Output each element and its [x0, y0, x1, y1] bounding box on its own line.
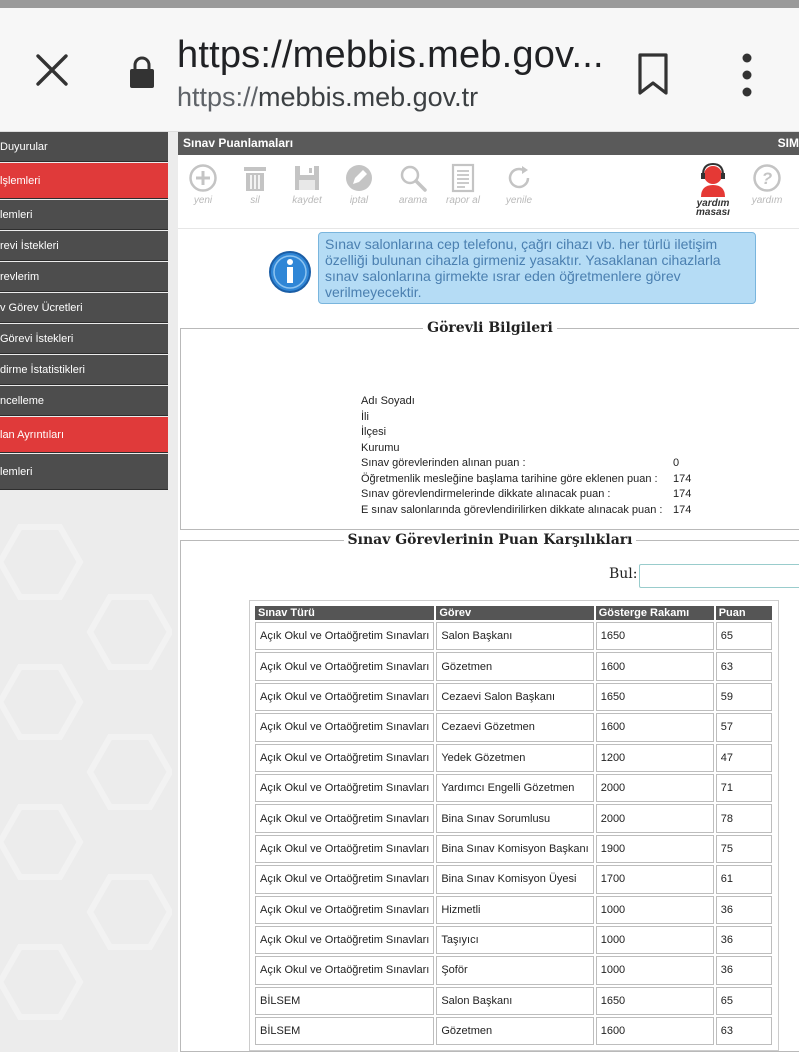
info-label: Kurumu — [361, 441, 400, 454]
cell-gosterge-rakami: 1000 — [596, 896, 714, 924]
sidebar-item-gorev-ucretleri[interactable] — [0, 293, 168, 323]
cell-puan: 71 — [716, 774, 772, 802]
browser-toolbar — [0, 8, 799, 132]
table-row[interactable] — [255, 865, 772, 893]
table-row[interactable] — [255, 744, 772, 772]
table-row[interactable] — [255, 683, 772, 711]
search-button[interactable] — [390, 163, 436, 206]
table-row[interactable] — [255, 622, 772, 650]
puan-karsiliklari-legend: Sınav Görevlerinin Puan Karşılıkları — [347, 532, 633, 548]
trash-icon — [240, 163, 270, 193]
sidebar-item-label: lşlemleri — [0, 175, 41, 187]
cell-puan: 65 — [716, 987, 772, 1015]
url-subtitle[interactable] — [177, 82, 478, 113]
new-label: yeni — [193, 195, 213, 206]
cell-gorev: Salon Başkanı — [436, 987, 593, 1015]
notice — [268, 232, 758, 312]
cancel-label: iptal — [349, 195, 369, 206]
info-row-ilcesi — [361, 425, 662, 441]
background-pattern — [0, 497, 172, 1052]
cell-gorev: Salon Başkanı — [436, 622, 593, 650]
table-row[interactable] — [255, 774, 772, 802]
search-label: arama — [398, 195, 428, 206]
pencil-icon — [344, 163, 374, 193]
url-scheme: https:// — [177, 82, 259, 112]
sidebar-item-puan-ayrintilari[interactable] — [0, 417, 168, 453]
cell-sinav-turu: Açık Okul ve Ortaöğretim Sınavları — [255, 744, 434, 772]
cell-gorev: Yedek Gözetmen — [436, 744, 593, 772]
cell-puan: 65 — [716, 622, 772, 650]
new-button[interactable] — [180, 163, 226, 206]
info-row-ili — [361, 410, 662, 426]
main-content — [178, 132, 799, 1052]
page-title-bar — [178, 132, 799, 155]
cell-puan: 78 — [716, 804, 772, 832]
refresh-button[interactable] — [496, 163, 542, 206]
cell-sinav-turu: Açık Okul ve Ortaöğretim Sınavları — [255, 713, 434, 741]
info-label: İlçesi — [361, 426, 387, 438]
info-label: E sınav salonlarında görevlendirilirken dikkate alınacak puan : — [361, 503, 663, 516]
column-header-puan[interactable]: Puan — [716, 606, 772, 620]
helpdesk-label: yardım masası — [696, 198, 730, 218]
save-label: kaydet — [292, 195, 322, 206]
cell-gorev: Gözetmen — [436, 652, 593, 680]
info-label: Adı Soyadı — [361, 395, 415, 407]
cell-gorev: Taşıyıcı — [436, 926, 593, 954]
cell-gosterge-rakami: 1650 — [596, 987, 714, 1015]
table-row[interactable] — [255, 835, 772, 863]
save-button[interactable] — [284, 163, 330, 206]
cell-gorev: Bina Sınav Komisyon Üyesi — [436, 865, 593, 893]
sidebar-item-islemleri[interactable] — [0, 163, 168, 199]
delete-label: sil — [250, 195, 260, 206]
sidebar-item-gorevi-istekleri[interactable] — [0, 324, 168, 354]
report-label: rapor al — [446, 195, 480, 206]
gorevli-bilgileri-panel — [180, 320, 799, 530]
cell-sinav-turu: Açık Okul ve Ortaöğretim Sınavları — [255, 652, 434, 680]
sidebar-item-islemleri-2[interactable] — [0, 200, 168, 230]
search-label: Bul: — [609, 566, 638, 582]
helpdesk-icon — [695, 163, 731, 197]
cell-gosterge-rakami: 1600 — [596, 652, 714, 680]
gorevli-bilgileri-legend: Görevli Bilgileri — [427, 320, 553, 336]
cancel-button[interactable] — [336, 163, 382, 206]
cell-gorev: Bina Sınav Komisyon Başkanı — [436, 835, 593, 863]
puan-karsiliklari-panel — [180, 532, 799, 1052]
info-row-alinan-puan — [361, 456, 680, 472]
report-icon — [448, 163, 478, 193]
cell-puan: 61 — [716, 865, 772, 893]
toolbar — [178, 155, 799, 229]
sidebar-item-istatistikler[interactable] — [0, 355, 168, 385]
search-input[interactable] — [639, 564, 799, 588]
cell-gorev: Cezaevi Gözetmen — [436, 713, 593, 741]
puan-table-body — [255, 622, 772, 1045]
page-title-right: SIM — [777, 136, 799, 150]
cell-gorev: Yardımcı Engelli Gözetmen — [436, 774, 593, 802]
helpdesk-button[interactable] — [690, 163, 736, 217]
delete-button[interactable] — [232, 163, 278, 206]
bookmark-icon[interactable] — [636, 52, 670, 96]
report-button[interactable] — [440, 163, 486, 206]
refresh-label: yenile — [505, 195, 533, 206]
sidebar-item-islemleri-3[interactable] — [0, 454, 168, 490]
column-header-gorev[interactable]: Görev — [436, 606, 593, 620]
url-title[interactable]: https://mebbis.meb.gov... — [177, 34, 604, 76]
cell-gorev: Cezaevi Salon Başkanı — [436, 683, 593, 711]
floppy-icon — [292, 163, 322, 193]
cell-sinav-turu: Açık Okul ve Ortaöğretim Sınavları — [255, 804, 434, 832]
lock-icon[interactable] — [128, 55, 156, 89]
info-label: Sınav görevlerinden alınan puan : — [361, 457, 526, 469]
info-icon — [268, 250, 312, 294]
sidebar-item-label: Duyurular — [0, 141, 48, 153]
table-row[interactable] — [255, 713, 772, 741]
cell-gosterge-rakami: 1000 — [596, 956, 714, 984]
info-label: İli — [361, 410, 369, 423]
notice-text: Sınav salonlarına cep telefonu, çağrı cihazı vb. her türlü iletişim özelliği bulunan cihazla girmeniz yasaktır. Yasaklanan cihazlarla sınav salonlarına girmekte ısrar eden öğretmenlere görev verilmeyecektir. — [318, 232, 756, 304]
info-label: Sınav görevlendirmelerinde dikkate alınacak puan : — [361, 488, 611, 500]
cell-gorev: Bina Sınav Sorumlusu — [436, 804, 593, 832]
page-area — [0, 132, 799, 1052]
info-row-eklenen-puan — [361, 472, 692, 488]
puan-table-wrap — [249, 600, 779, 1051]
column-header-sinav-turu[interactable]: Sınav Türü — [255, 606, 434, 620]
info-row-kurumu — [361, 441, 662, 457]
cell-gosterge-rakami: 2000 — [596, 804, 714, 832]
cell-sinav-turu: BİLSEM — [255, 1017, 434, 1045]
table-row[interactable] — [255, 652, 772, 680]
cell-gorev: Gözetmen — [436, 1017, 593, 1045]
svg-text:?: ? — [761, 169, 773, 188]
sidebar-item-gorev-istekleri[interactable] — [0, 231, 168, 261]
cell-sinav-turu: Açık Okul ve Ortaöğretim Sınavları — [255, 926, 434, 954]
sidebar-item-label: revi İstekleri — [0, 240, 59, 252]
sidebar-item-label: ncelleme — [0, 395, 45, 407]
column-header-gosterge-rakami[interactable]: Gösterge Rakamı — [596, 606, 714, 620]
table-row[interactable] — [255, 804, 772, 832]
cell-puan: 36 — [716, 926, 772, 954]
info-value: 0 — [673, 457, 680, 469]
cell-sinav-turu: Açık Okul ve Ortaöğretim Sınavları — [255, 774, 434, 802]
sidebar-item-label: revlerim — [0, 271, 40, 283]
cell-puan: 36 — [716, 956, 772, 984]
puan-table — [253, 604, 774, 1047]
gorevli-info-list — [361, 394, 692, 518]
sidebar-item-label: dirme İstatistikleri — [0, 364, 85, 376]
cell-gosterge-rakami: 1200 — [596, 744, 714, 772]
cell-gosterge-rakami: 2000 — [596, 774, 714, 802]
sidebar-item-label: lemleri — [0, 209, 33, 221]
cell-gosterge-rakami: 1700 — [596, 865, 714, 893]
sidebar-item-label: v Görev Ücretleri — [0, 302, 83, 314]
sidebar-item-label: lemleri — [0, 466, 33, 478]
cell-sinav-turu: Açık Okul ve Ortaöğretim Sınavları — [255, 622, 434, 650]
cell-puan: 57 — [716, 713, 772, 741]
table-header-row — [255, 606, 772, 620]
info-row-esinav-puan — [361, 503, 692, 519]
table-row[interactable] — [255, 1017, 772, 1045]
table-row[interactable] — [255, 956, 772, 984]
cell-puan: 47 — [716, 744, 772, 772]
sidebar-item-duyurular[interactable] — [0, 132, 168, 162]
cell-gosterge-rakami: 1600 — [596, 1017, 714, 1045]
cell-gorev: Şoför — [436, 956, 593, 984]
plus-circle-icon — [188, 163, 218, 193]
cell-sinav-turu: Açık Okul ve Ortaöğretim Sınavları — [255, 683, 434, 711]
table-row[interactable] — [255, 896, 772, 924]
refresh-icon — [504, 163, 534, 193]
cell-puan: 36 — [716, 896, 772, 924]
cell-puan: 63 — [716, 652, 772, 680]
cell-puan: 59 — [716, 683, 772, 711]
cell-gosterge-rakami: 1600 — [596, 713, 714, 741]
sidebar-item-label: lan Ayrıntıları — [0, 429, 64, 441]
cell-sinav-turu: Açık Okul ve Ortaöğretim Sınavları — [255, 956, 434, 984]
cell-puan: 63 — [716, 1017, 772, 1045]
cell-gosterge-rakami: 1650 — [596, 622, 714, 650]
info-value: 174 — [673, 488, 692, 500]
info-value: 174 — [673, 472, 692, 485]
sidebar — [0, 132, 168, 491]
cell-sinav-turu: Açık Okul ve Ortaöğretim Sınavları — [255, 835, 434, 863]
help-icon — [752, 163, 782, 193]
more-menu-icon[interactable] — [737, 52, 757, 98]
cell-gorev: Hizmetli — [436, 896, 593, 924]
info-row-adi-soyadi — [361, 394, 662, 410]
help-button[interactable] — [744, 163, 790, 206]
info-row-dikkate-alinacak-puan — [361, 487, 692, 503]
url-host: mebbis.meb.gov.tr — [258, 82, 479, 112]
help-label: yardım — [751, 195, 783, 206]
cell-gosterge-rakami: 1000 — [596, 926, 714, 954]
table-row[interactable] — [255, 926, 772, 954]
cell-sinav-turu: Açık Okul ve Ortaöğretim Sınavları — [255, 865, 434, 893]
sidebar-item-gorevlerim[interactable] — [0, 262, 168, 292]
cell-sinav-turu: Açık Okul ve Ortaöğretim Sınavları — [255, 896, 434, 924]
page-title: Sınav Puanlamaları — [183, 136, 294, 150]
table-row[interactable] — [255, 987, 772, 1015]
status-strip — [0, 0, 799, 8]
cell-sinav-turu: BİLSEM — [255, 987, 434, 1015]
cell-gosterge-rakami: 1900 — [596, 835, 714, 863]
sidebar-item-label: Görevi İstekleri — [0, 333, 74, 345]
search-icon — [398, 163, 428, 193]
cell-gosterge-rakami: 1650 — [596, 683, 714, 711]
sidebar-item-guncelleme[interactable] — [0, 386, 168, 416]
cell-puan: 75 — [716, 835, 772, 863]
close-icon[interactable] — [30, 48, 74, 92]
info-label: Öğretmenlik mesleğine başlama tarihine göre eklenen puan : — [361, 472, 658, 485]
info-value: 174 — [673, 503, 692, 516]
